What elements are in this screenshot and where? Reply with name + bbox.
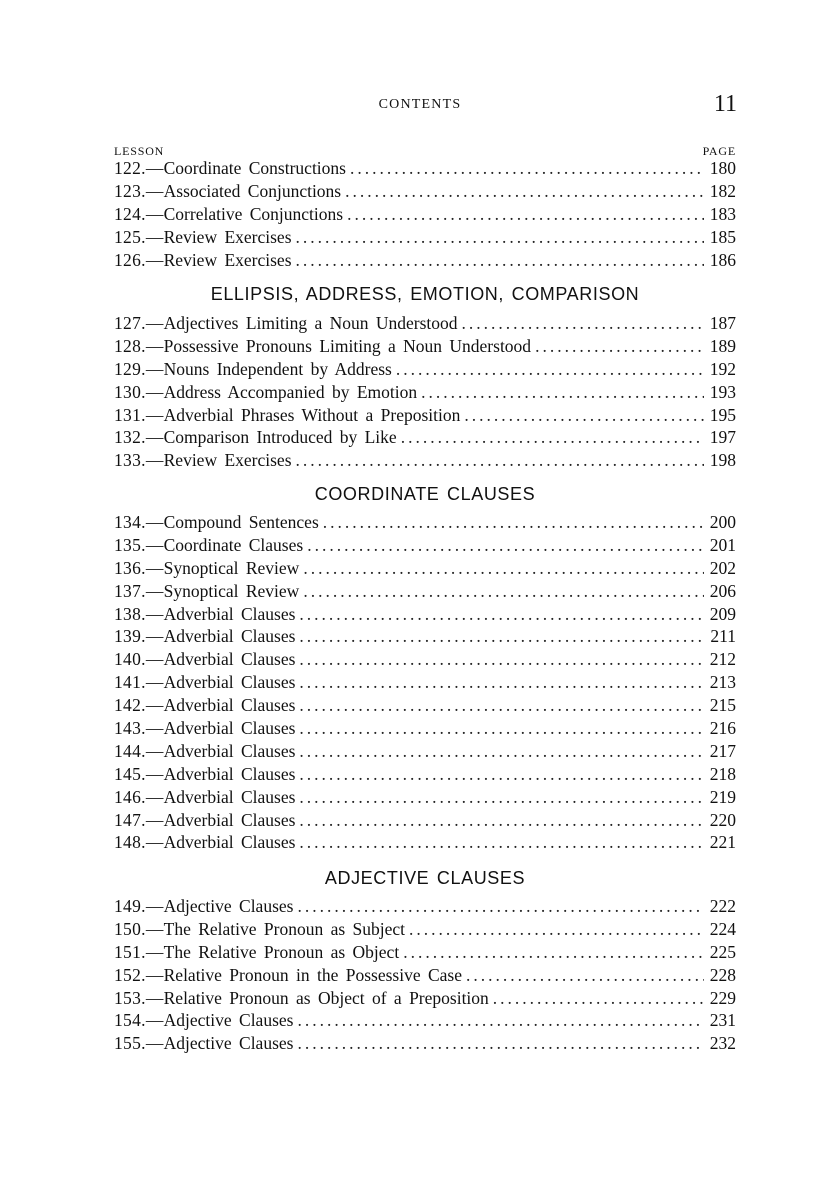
lesson-number: 149.— (114, 896, 164, 916)
page-ref: 206 (709, 580, 736, 601)
lesson-title: Review Exercises (163, 450, 292, 471)
dot-leader (299, 672, 704, 693)
page-ref: 182 (709, 180, 736, 201)
toc-group-1 (114, 158, 736, 272)
toc-entry (114, 336, 736, 359)
lesson-number: 130.— (114, 381, 164, 402)
lesson-number: 136.— (114, 557, 164, 578)
lesson-number: 123.— (114, 180, 164, 201)
dot-leader (299, 810, 704, 831)
lesson-title: Adverbial Phrases Without a Preposition (163, 404, 461, 425)
dot-leader (401, 427, 704, 448)
toc-entry (114, 204, 736, 227)
lesson-title: Adverbial Clauses (163, 809, 296, 830)
lesson-number: 141.— (114, 672, 164, 693)
toc-entry (114, 535, 736, 558)
toc-entry (114, 695, 736, 718)
lesson-title: Adjective Clauses (163, 896, 294, 916)
dot-leader (345, 181, 704, 202)
lesson-number: 133.— (114, 450, 164, 471)
lesson-title: Associated Conjunctions (163, 180, 342, 201)
toc-entry (114, 787, 736, 810)
toc-entry (114, 942, 736, 965)
lesson-column-heading: LESSON (114, 144, 165, 158)
toc-entry (114, 158, 736, 181)
dot-leader (403, 942, 704, 963)
lesson-title: Adjectives Limiting a Noun Understood (163, 313, 458, 333)
toc-entry (114, 359, 736, 382)
dot-leader (303, 581, 704, 602)
toc-group-4 (114, 896, 736, 1056)
page-ref: 216 (709, 718, 736, 739)
toc-entry (114, 741, 736, 764)
lesson-title: The Relative Pronoun as Object (163, 941, 400, 962)
lesson-number: 138.— (114, 603, 164, 624)
lesson-number: 142.— (114, 695, 164, 716)
lesson-number: 144.— (114, 740, 164, 761)
lesson-title: Relative Pronoun as Object of a Preposition (163, 987, 489, 1008)
toc-entry (114, 810, 736, 833)
page-ref: 192 (709, 358, 736, 379)
lesson-title: Adverbial Clauses (163, 718, 296, 739)
lesson-number: 135.— (114, 534, 164, 555)
page-ref: 231 (709, 1010, 736, 1031)
dot-leader (347, 204, 704, 225)
toc-entry (114, 405, 736, 428)
lesson-number: 134.— (114, 512, 164, 532)
lesson-number: 152.— (114, 964, 164, 985)
lesson-number: 146.— (114, 786, 164, 807)
lesson-number: 147.— (114, 809, 164, 830)
lesson-number: 132.— (114, 427, 164, 448)
dot-leader (296, 250, 704, 271)
toc-group-2 (114, 313, 736, 473)
lesson-number: 139.— (114, 626, 164, 647)
toc-entry (114, 427, 736, 450)
page-ref: 201 (709, 534, 736, 555)
toc-entry (114, 764, 736, 787)
dot-leader (299, 764, 704, 785)
page-ref: 211 (710, 626, 736, 647)
lesson-title: Adverbial Clauses (163, 626, 296, 647)
dot-leader (297, 1010, 704, 1031)
page-ref: 180 (709, 158, 736, 178)
dot-leader (535, 336, 704, 357)
toc-entry (114, 988, 736, 1011)
dot-leader (464, 405, 704, 426)
page-ref: 187 (709, 313, 736, 333)
toc-entry (114, 672, 736, 695)
page-ref: 225 (709, 941, 736, 962)
page-column-heading: PAGE (702, 144, 736, 158)
dot-leader (299, 832, 704, 853)
lesson-number: 140.— (114, 649, 164, 670)
toc-entry (114, 919, 736, 942)
lesson-title: Adverbial Clauses (163, 832, 296, 853)
lesson-title: Adjective Clauses (163, 1010, 294, 1031)
section-heading-adjective-clauses: ADJECTIVE CLAUSES (324, 868, 526, 888)
page-ref: 200 (709, 512, 736, 532)
toc-entry (114, 181, 736, 204)
page-ref: 195 (709, 404, 736, 425)
dot-leader (296, 450, 704, 471)
page-number: 11 (713, 91, 737, 117)
page-ref: 202 (709, 557, 736, 578)
lesson-title: Relative Pronoun in the Possessive Case (163, 964, 463, 985)
lesson-number: 150.— (114, 918, 164, 939)
page-ref: 221 (709, 832, 736, 853)
toc-group-3 (114, 512, 736, 855)
section-heading-ellipsis: ELLIPSIS, ADDRESS, EMOTION, COMPARISON (210, 284, 640, 304)
page-ref: 193 (709, 381, 736, 402)
page-ref: 228 (709, 964, 736, 985)
toc-entry (114, 718, 736, 741)
lesson-number: 129.— (114, 358, 164, 379)
dot-leader (350, 158, 704, 179)
dot-leader (409, 919, 704, 940)
page-ref: 197 (709, 427, 736, 448)
lesson-number: 131.— (114, 404, 164, 425)
page-ref: 209 (709, 603, 736, 624)
lesson-number: 128.— (114, 335, 164, 356)
lesson-title: Compound Sentences (163, 512, 319, 532)
lesson-number: 145.— (114, 763, 164, 784)
lesson-number: 124.— (114, 203, 164, 224)
lesson-number: 143.— (114, 718, 164, 739)
page-ref: 198 (709, 450, 736, 471)
dot-leader (299, 741, 704, 762)
page-ref: 222 (709, 896, 736, 916)
section-heading-coordinate-clauses: COORDINATE CLAUSES (314, 484, 536, 504)
lesson-number: 148.— (114, 832, 164, 853)
dot-leader (299, 604, 704, 625)
dot-leader (421, 382, 704, 403)
page-ref: 212 (709, 649, 736, 670)
dot-leader (299, 695, 704, 716)
lesson-title: Coordinate Constructions (163, 158, 346, 178)
dot-leader (466, 965, 704, 986)
toc-entry (114, 382, 736, 405)
dot-leader (297, 896, 704, 917)
lesson-number: 127.— (114, 313, 164, 333)
lesson-title: Synoptical Review (163, 557, 300, 578)
lesson-number: 126.— (114, 249, 164, 270)
page-ref: 185 (709, 226, 736, 247)
lesson-title: Adverbial Clauses (163, 763, 296, 784)
dot-leader (299, 649, 704, 670)
lesson-title: Adverbial Clauses (163, 695, 296, 716)
page-ref: 215 (709, 695, 736, 716)
lesson-title: Synoptical Review (163, 580, 300, 601)
lesson-number: 154.— (114, 1010, 164, 1031)
toc-entry (114, 965, 736, 988)
lesson-number: 125.— (114, 226, 164, 247)
lesson-title: Nouns Independent by Address (163, 358, 392, 379)
toc-entry (114, 581, 736, 604)
toc-entry (114, 832, 736, 855)
lesson-title: Correlative Conjunctions (163, 203, 344, 224)
lesson-title: Adverbial Clauses (163, 786, 296, 807)
toc-entry (114, 626, 736, 649)
page-ref: 183 (709, 203, 736, 224)
lesson-title: Possessive Pronouns Limiting a Noun Understood (163, 335, 532, 356)
toc-entry (114, 558, 736, 581)
page-ref: 229 (709, 987, 736, 1008)
toc-entry (114, 313, 736, 336)
toc-entry (114, 450, 736, 473)
toc-entry (114, 604, 736, 627)
dot-leader (323, 512, 704, 533)
dot-leader (296, 227, 704, 248)
lesson-number: 122.— (114, 158, 164, 178)
page-ref: 189 (709, 335, 736, 356)
lesson-title: Review Exercises (163, 226, 292, 247)
page-ref: 224 (709, 918, 736, 939)
dot-leader (303, 558, 704, 579)
lesson-number: 153.— (114, 987, 164, 1008)
page-header (0, 93, 840, 119)
dot-leader (299, 626, 704, 647)
lesson-title: Address Accompanied by Emotion (163, 381, 418, 402)
lesson-title: Adverbial Clauses (163, 672, 296, 693)
toc-entry (114, 227, 736, 250)
toc-entry (114, 1033, 736, 1056)
page-ref: 220 (709, 809, 736, 830)
dot-leader (299, 718, 704, 739)
lesson-title: Adverbial Clauses (163, 649, 296, 670)
page-ref: 218 (709, 763, 736, 784)
page-ref: 217 (709, 740, 736, 761)
dot-leader (493, 988, 704, 1009)
dot-leader (462, 313, 704, 334)
page-ref: 213 (709, 672, 736, 693)
lesson-number: 151.— (114, 941, 164, 962)
lesson-title: Review Exercises (163, 249, 292, 270)
lesson-number: 137.— (114, 580, 164, 601)
lesson-title: Coordinate Clauses (163, 534, 304, 555)
lesson-title: Comparison Introduced by Like (163, 427, 397, 448)
page-ref: 186 (709, 249, 736, 270)
lesson-title: Adverbial Clauses (163, 740, 296, 761)
lesson-title: The Relative Pronoun as Subject (163, 918, 406, 939)
dot-leader (299, 787, 704, 808)
page-ref: 232 (709, 1033, 736, 1054)
toc-entry (114, 896, 736, 919)
dot-leader (297, 1033, 704, 1054)
toc-entry (114, 1010, 736, 1033)
dot-leader (396, 359, 704, 380)
toc-entry (114, 512, 736, 535)
lesson-number: 155.— (114, 1033, 164, 1054)
dot-leader (307, 535, 704, 556)
page-ref: 219 (709, 786, 736, 807)
toc-entry (114, 649, 736, 672)
toc-entry (114, 250, 736, 273)
running-title: CONTENTS (378, 97, 462, 112)
lesson-title: Adverbial Clauses (163, 603, 296, 624)
lesson-title: Adjective Clauses (163, 1033, 294, 1054)
